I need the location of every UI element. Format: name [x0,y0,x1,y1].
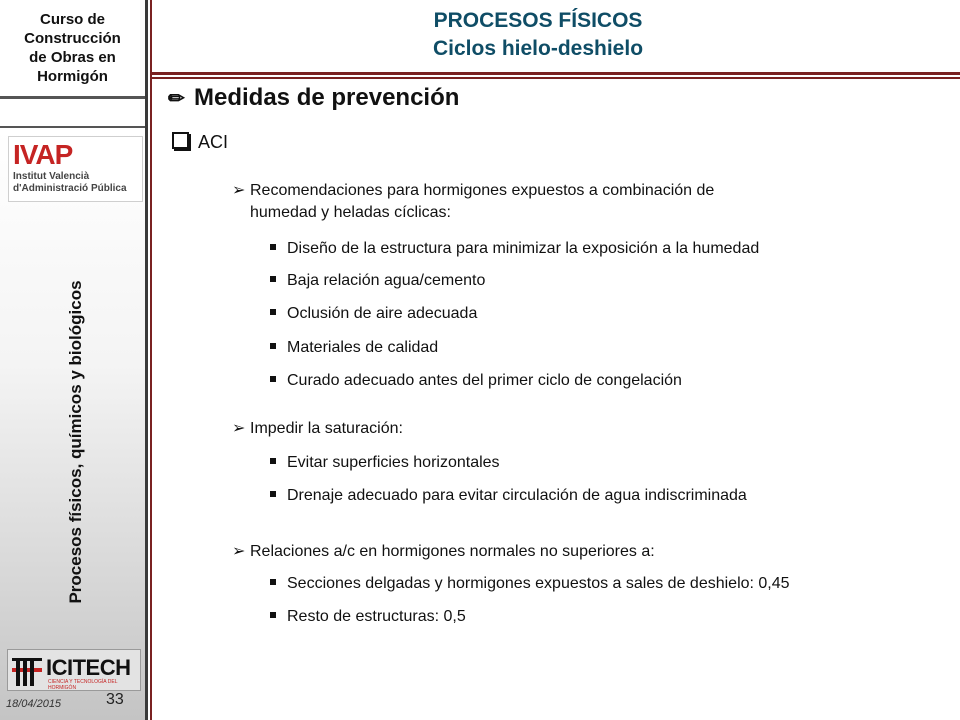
list-subitem-text: Evitar superficies horizontales [287,454,500,471]
list-subitem-text: Secciones delgadas y hormigones expuestos a sales de deshielo: 0,45 [287,575,790,592]
arrow-bullet-icon: ➢ [232,543,246,560]
icitech-logo [7,649,141,691]
list-subitem-text: Materiales de calidad [287,339,439,356]
sidebar-divider [0,126,148,128]
section-heading-text: Medidas de prevención [194,84,460,111]
sidebar [0,0,148,720]
sidebar-border [145,0,148,720]
section-heading [168,84,459,112]
course-line: Construcción [24,30,121,47]
list-item-text: Impedir la saturación: [250,420,403,437]
ivap-logo-subtitle [13,171,141,195]
slide-date: 18/04/2015 [6,698,62,710]
square-bullet-icon [270,612,276,618]
ivap-logo-text: IVAP [13,139,73,170]
square-bullet-icon [270,309,276,315]
arrow-bullet-icon: ➢ [232,182,246,199]
square-bullet-icon [270,458,276,464]
ivap-logo-line: Institut Valencià [13,171,90,182]
list-item [232,541,655,563]
square-bullet-icon [270,343,276,349]
list-item-text: humedad y heladas cíclicas: [250,204,451,221]
slide-header [152,0,960,74]
ivap-logo [8,136,143,202]
sidebar-border-accent [150,0,152,720]
ivap-logo-line: d'Administració Pública [13,183,127,194]
square-bullet-icon [270,276,276,282]
subsection-aci [172,132,228,153]
list-item-text: Recomendaciones para hormigones expuestos a combinación de [250,182,715,199]
list-subitem-text: Oclusión de aire adecuada [287,305,478,322]
checkbox-bullet-icon [172,132,189,149]
vertical-section-title: Procesos físicos, químicos y biológicos [66,280,85,604]
square-bullet-icon [270,491,276,497]
list-subitem-text: Curado adecuado antes del primer ciclo de congelación [287,372,682,389]
course-line: Curso de [39,11,105,28]
square-bullet-icon [270,244,276,250]
list-subitem-text: Diseño de la estructura para minimizar la exposición a la humedad [287,240,760,257]
page-subtitle: Ciclos hielo-deshielo [432,37,644,60]
subsection-label: ACI [198,132,229,152]
course-line: Hormigón [37,68,108,85]
list-subitem [270,574,790,594]
icitech-logo-subtitle: CIENCIA Y TECNOLOGÍA DEL HORMIGÓN [48,679,118,691]
header-rule [152,77,960,79]
list-subitem [270,371,682,391]
list-subitem [270,271,485,291]
sidebar-divider [0,96,148,99]
course-line: de Obras en [29,49,116,66]
page-title: PROCESOS FÍSICOS [433,9,643,32]
list-item-text: Relaciones a/c en hormigones normales no superiores a: [250,543,655,560]
list-subitem [270,239,759,259]
list-subitem-text: Baja relación agua/cemento [287,272,486,289]
list-subitem-text: Drenaje adecuado para evitar circulación de agua indiscriminada [287,487,747,504]
list-subitem [270,486,747,506]
icitech-logo-text: ICITECH [46,655,131,680]
icitech-mark-icon [12,654,42,686]
square-bullet-icon [270,579,276,585]
list-subitem [270,453,500,473]
list-subitem [270,304,477,324]
list-subitem [270,607,466,627]
arrow-bullet-icon: ➢ [232,420,246,437]
page-number: 33 [106,691,124,708]
course-title [0,10,145,86]
list-subitem-text: Resto de estructuras: 0,5 [287,608,466,625]
header-rule [152,72,960,75]
list-item [232,180,714,224]
list-item [232,418,403,440]
square-bullet-icon [270,376,276,382]
pencil-icon: ✏ [168,88,185,110]
list-subitem [270,338,438,358]
